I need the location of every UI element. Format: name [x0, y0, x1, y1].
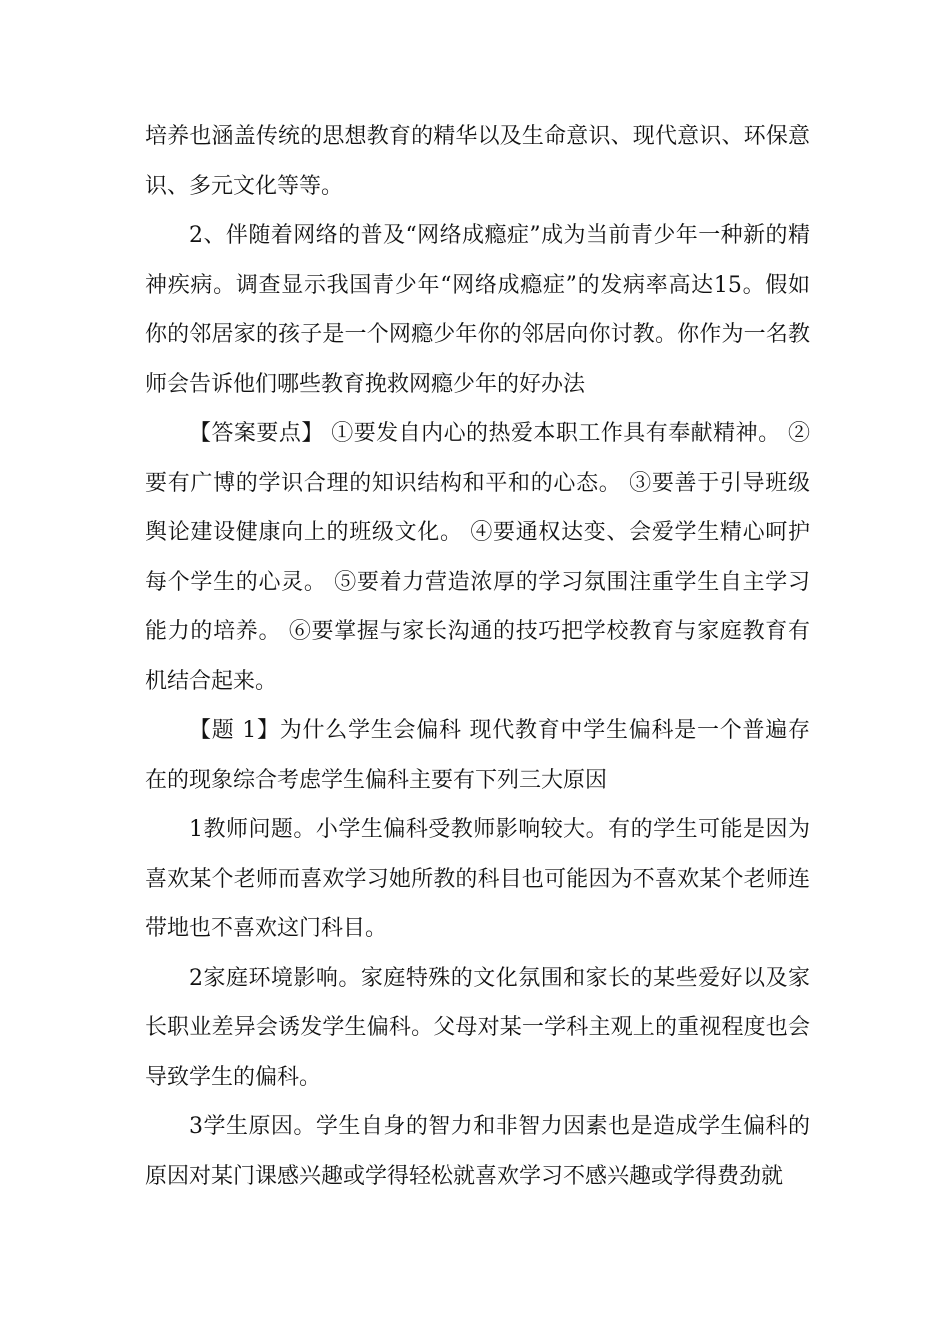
paragraph-reason-family: 2家庭环境影响。家庭特殊的文化氛围和家长的某些爱好以及家长职业差异会诱发学生偏科。父母对某一学科主观上的重视程度也会导致学生的偏科。 [145, 965, 810, 1090]
document-body [145, 112, 810, 1201]
paragraph-continuation: 培养也涵盖传统的思想教育的精华以及生命意识、现代意识、环保意识、多元文化等等。 [145, 124, 810, 199]
paragraph-answer-points: 【答案要点】 ①要发自内心的热爱本职工作具有奉献精神。 ②要有广博的学识合理的知识结构和平和的心态。 ③要善于引导班级舆论建设健康向上的班级文化。 ④要通权达变、会爱学生精心呵护每个学生的心灵。 ⑤要着力营造浓厚的学习氛围注重学生自主学习能力的培养。 ⑥要掌握与家长沟通的技巧把学校教育与家庭教育有机结合起来。 [145, 421, 810, 694]
paragraph-question-2: 2、伴随着网络的普及“网络成瘾症”成为当前青少年一种新的精神疾病。调查显示我国青少年“网络成瘾症”的发病率高达15。假如你的邻居家的孩子是一个网瘾少年你的邻居向你讨教。你作为一名教师会告诉他们哪些教育挽救网瘾少年的好办法 [145, 223, 810, 397]
paragraph-topic-1: 【题 1】为什么学生会偏科 现代教育中学生偏科是一个普遍存在的现象综合考虑学生偏科主要有下列三大原因 [145, 718, 810, 793]
paragraph-reason-teacher: 1教师问题。小学生偏科受教师影响较大。有的学生可能是因为喜欢某个老师而喜欢学习她所教的科目也可能因为不喜欢某个老师连带地也不喜欢这门科目。 [145, 817, 810, 941]
paragraph-reason-student: 3学生原因。学生自身的智力和非智力因素也是造成学生偏科的原因对某门课感兴趣或学得轻松就喜欢学习不感兴趣或学得费劲就 [145, 1114, 810, 1189]
